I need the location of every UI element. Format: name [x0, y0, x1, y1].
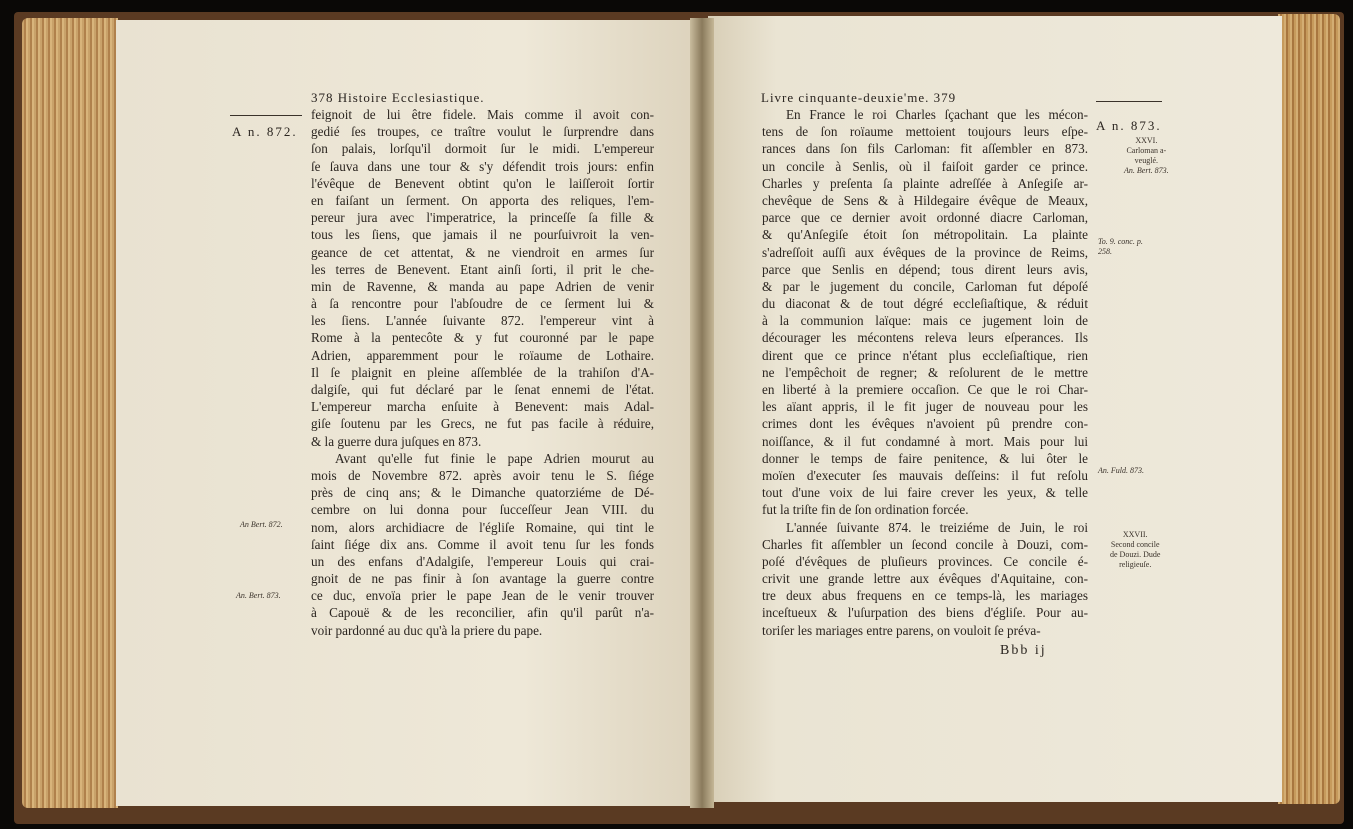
text-line: mois de Novembre 872. après avoir tenu le S. ſiége — [311, 467, 654, 483]
text-line: geance de cet attentat, & ne viendroit en armes ſur — [311, 244, 654, 260]
text-line: tre deux abus frequens en ce temps-là, les mariages — [762, 588, 1088, 604]
left-margin-note: An. Bert. 873. — [236, 591, 281, 600]
text-line: feignoit de lui être fidele. Mais comme il avoit con- — [311, 107, 654, 122]
text-line: nom, alors archidiacre de l'égliſe Romaine, qui tint le — [311, 519, 654, 535]
text-line: les aïant appris, il le fit juger de nouveau pour les — [762, 399, 1088, 415]
text-line: min de Ravenne, & manda au pape Adrien de venir — [311, 278, 654, 294]
left-year-label: A n. 872. — [232, 124, 298, 139]
text-line: & par le jugement du concile, Carloman fut dépoſé — [762, 278, 1088, 294]
text-line: ſon palais, lorſqu'il dormoit ſur le midi. L'empereur — [311, 141, 654, 157]
right-running-head: Livre cinquante-deuxie'me. 379 — [761, 90, 957, 105]
text-line: L'année ſuivante 874. le treiziéme de Juin, le roi — [786, 519, 1088, 535]
book-gutter — [690, 18, 714, 808]
text-line: tous les ſiens, que jamais il ne pourſuivroit la ven- — [311, 227, 654, 243]
text-line: Charles fit aſſembler un ſecond concile à Douzi, com- — [762, 536, 1088, 552]
text-line: ſaint ſiége dix ans. Comme il avoit tenu ſur les fonds — [311, 536, 654, 552]
text-line: dalgiſe, qui fut déclaré par le ſenat ennemi de l'état. — [311, 382, 654, 397]
text-line: L'empereur marcha enſuite à Benevent: mais Adal- — [311, 399, 654, 415]
right-year-rule — [1096, 101, 1162, 102]
text-line: ne l'empêchoit de regner; & reſolurent de le mettre — [762, 364, 1088, 380]
text-line: toriſer les mariages entre parens, on vouloit ſe préva- — [762, 622, 1041, 638]
text-line: voir pardonné au duc qu'à la priere du pape. — [311, 622, 543, 638]
text-line: parce que Senlis en dépend; tous dirent leurs avis, — [762, 261, 1088, 277]
right-margin-note-xxvi: XXVI. Carloman a- veuglé. An. Bert. 873. — [1124, 136, 1169, 175]
left-body-text — [311, 106, 654, 639]
text-line: près de cinq ans; & le Dimanche quatorziéme de Dé- — [311, 485, 654, 501]
signature-mark: Bbb ij — [1000, 643, 1047, 658]
text-line: dirent que ce prince n'étant plus eccleſiaſtique, rien — [762, 347, 1088, 363]
text-line: Rome à la pentecôte & y fut couronné par le pape — [311, 330, 654, 346]
text-line: les ſiens. L'année ſuivante 872. l'empereur vint à — [311, 313, 654, 329]
left-margin-note: An Bert. 872. — [240, 520, 283, 529]
text-line: inceſtueux & l'uſurpation des biens d'égliſe. Pour au- — [762, 605, 1088, 621]
text-line: En France le roi Charles ſçachant que les mécon- — [786, 107, 1088, 122]
text-line: décourager les mécontens releva leurs eſperances. Ils — [762, 330, 1088, 346]
text-line: ce duc, envoïa prier le pape Jean de le venir trouver — [311, 588, 654, 604]
text-line: à Capouë & de les reconcilier, afin qu'il parût n'a- — [311, 605, 654, 621]
text-line: noiſſance, & il fut condamné à mort. Mais pour lui — [762, 433, 1088, 449]
text-line: gedié ſes troupes, ce traître voulut le ſurprendre dans — [311, 124, 654, 140]
right-year-label: A n. 873. — [1096, 118, 1162, 133]
text-line: en faiſant un ſerment. On apporta des reliques, l'em- — [311, 192, 654, 208]
text-line: tout d'une voix de lui faire crever les yeux, & telle — [762, 485, 1088, 501]
right-body-text — [762, 106, 1088, 639]
text-line: donner le temps de faire penitence, & lui ôter le — [762, 450, 1088, 466]
right-margin-note-fuld: An. Fuld. 873. — [1098, 466, 1144, 475]
text-line: Adrien, apparemment pour le roïaume de Lothaire. — [311, 347, 654, 363]
left-year-rule — [230, 115, 302, 116]
left-page-edges — [22, 18, 118, 808]
text-line: chevêque de Sens & à Hildegaire évêque de Meaux, — [762, 192, 1088, 208]
text-line: à ſa rencontre pour l'abſoudre de ce ſerment lui & — [311, 296, 654, 312]
text-line: & qu'Anſegiſe étoit ſon métropolitain. La plainte — [762, 227, 1088, 243]
text-line: pereur jura avec l'imperatrice, la princeſſe ſa fille & — [311, 210, 654, 226]
text-line: poſé d'évêques de pluſieurs provinces. Ce concile é- — [762, 553, 1088, 569]
text-line: crivit une grande lettre aux évêques d'Aquitaine, con- — [762, 571, 1088, 587]
text-line: ſe ſauva dans une tour & s'y défendit trois jours: enfin — [311, 158, 654, 174]
text-line: les terres de Benevent. Etant ainſi ſorti, il prit le che- — [311, 261, 654, 277]
text-line: tens de ſon roïaume mettoient toujours leurs eſpe- — [762, 124, 1088, 140]
text-line: l'évêque de Benevent obtint qu'on le laiſſeroit ſortir — [311, 175, 654, 191]
right-margin-note-xxvii: XXVII. Second concile de Douzi. Dude religieuſe. — [1110, 530, 1161, 569]
right-page-edges — [1278, 14, 1340, 804]
text-line: s'adreſſoit auſſi aux évêques de la province de Reims, — [762, 244, 1088, 260]
text-line: cembre on lui donna pour ſucceſſeur Jean VIII. du — [311, 502, 654, 518]
text-line: rances dans ſon fils Carloman: fit aſſembler en 873. — [762, 141, 1088, 157]
text-line: gnoit de ne pas finir à ſon avantage la guerre contre — [311, 571, 654, 587]
left-running-head: 378 Histoire Ecclesiastique. — [311, 90, 485, 105]
right-margin-note-conc: To. 9. conc. p. 258. — [1098, 237, 1143, 256]
text-line: un des enfans d'Adalgiſe, l'empereur Louis qui crai- — [311, 553, 654, 569]
text-line: Charles y preſenta ſa plainte adreſſée à Anſegiſe ar- — [762, 175, 1088, 191]
text-line: Il ſe plaignit en pleine aſſemblée de la trahiſon d'A- — [311, 364, 654, 380]
text-line: du diaconat & de tout dégré eccleſiaſtique, & réduit — [762, 296, 1088, 312]
text-line: à la communion laïque: mais ce jugement loin de — [762, 313, 1088, 329]
text-line: Avant qu'elle fut finie le pape Adrien mourut au — [335, 450, 654, 466]
text-line: & la guerre dura juſques en 873. — [311, 433, 482, 449]
text-line: parce que ce dernier avoit ordonné diacre Carloman, — [762, 210, 1088, 226]
text-line: crimes dont les évêques n'avoient pû prendre con- — [762, 416, 1088, 432]
text-line: un concile à Senlis, où il faiſoit garder ce prince. — [762, 158, 1088, 174]
text-line: en liberté à la premiere occaſion. Ce que le roi Char- — [762, 382, 1088, 397]
text-line: moïen d'executer ſes mauvais deſſeins: il fut reſolu — [762, 467, 1088, 483]
text-line: giſe ſoutenu par les Grecs, ne fut pas facile à réduire, — [311, 416, 654, 432]
text-line: fut la triſte fin de ſon ordination forcée. — [762, 502, 969, 518]
